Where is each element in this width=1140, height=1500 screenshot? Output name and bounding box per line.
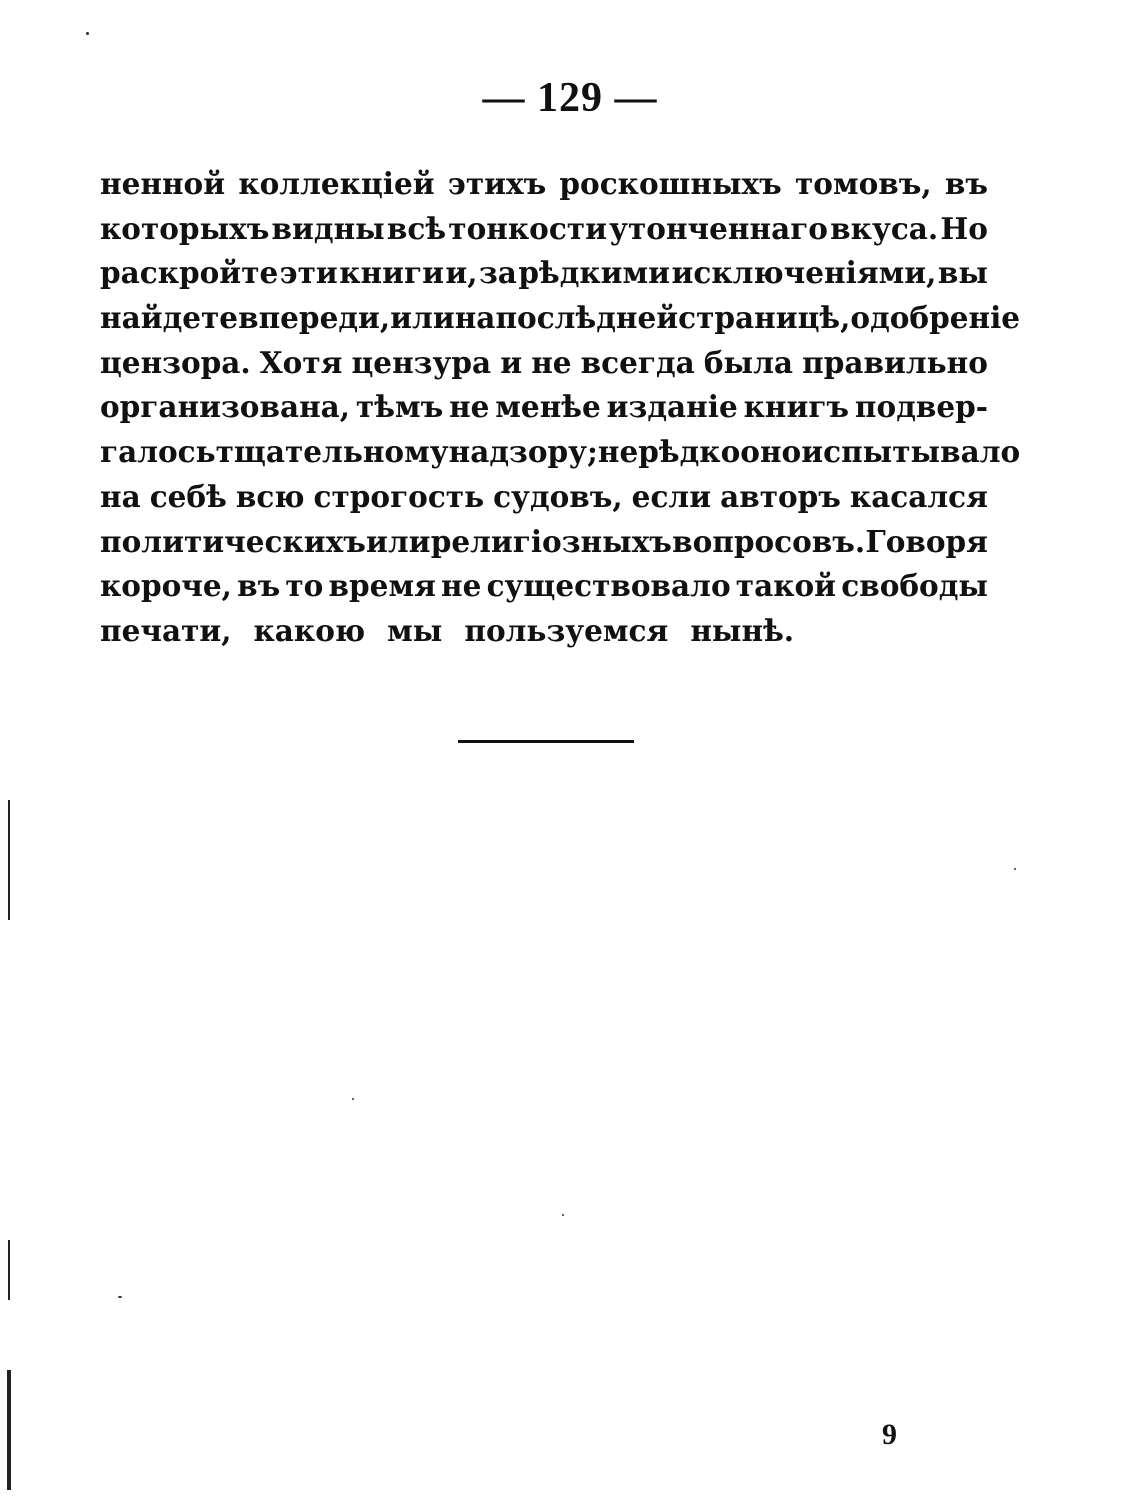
page-number: — 129 — [482, 75, 658, 121]
word: галось [100, 434, 216, 470]
word: короче, [100, 568, 232, 604]
word: была [703, 344, 794, 380]
word: вы [937, 255, 988, 291]
word: такой [735, 568, 837, 604]
text-line [100, 564, 988, 609]
word: мы [387, 612, 443, 648]
word: пользуемся [464, 612, 669, 648]
word: всю [235, 478, 305, 514]
word: то [285, 568, 324, 604]
text-line [100, 251, 988, 296]
scan-edge-artifact [7, 1370, 11, 1490]
word: за [478, 255, 517, 291]
word: рѣдкими [518, 255, 671, 291]
word: организована, [100, 389, 351, 425]
word: правильно [802, 344, 988, 380]
word: тщательному [215, 434, 449, 470]
scan-edge-artifact [8, 1240, 10, 1300]
scan-speck [562, 1214, 564, 1216]
word: менѣе [495, 389, 601, 425]
word: или [365, 523, 431, 559]
word: политическихъ [100, 523, 366, 559]
word: утонченнаго [609, 210, 828, 246]
word: въ [237, 568, 281, 604]
word: тонкости [448, 210, 607, 246]
printer-signature-mark: 9 [882, 1418, 897, 1451]
word: въ [944, 166, 988, 201]
scan-edge-artifact [8, 800, 10, 920]
word: не [441, 568, 482, 604]
word: время [328, 568, 436, 604]
word: всегда [580, 344, 695, 380]
scan-speck [352, 1098, 354, 1100]
word: эти [279, 255, 338, 291]
text-line [100, 430, 1021, 475]
word: на [454, 300, 496, 336]
text-line [100, 609, 988, 654]
scan-speck [86, 32, 89, 35]
word: одобреніе [850, 300, 1021, 336]
text-line [100, 341, 988, 386]
word: или [390, 300, 455, 336]
word: послѣдней [495, 300, 679, 336]
word: Но [940, 210, 988, 246]
word: роскошныхъ [559, 166, 782, 201]
word: подвер- [854, 389, 988, 425]
word: томовъ, [794, 166, 932, 201]
word: изданіе [606, 389, 738, 425]
word: цензура [351, 344, 492, 380]
word: религіозныхъ [430, 523, 672, 559]
word: не [531, 344, 572, 380]
word: Хотя [259, 344, 343, 380]
word: печати, [100, 612, 232, 648]
word: на [100, 478, 141, 514]
text-line [100, 520, 988, 565]
word: надзору; [448, 434, 598, 470]
word: нынѣ. [690, 612, 795, 648]
word: авторъ [720, 478, 841, 514]
word: Говоря [865, 523, 988, 559]
word: всѣ [386, 210, 447, 246]
word: вопросовъ. [672, 523, 866, 559]
text-line [100, 475, 988, 520]
word: и, [445, 255, 478, 291]
word: которыхъ [100, 210, 270, 246]
word: если [631, 478, 712, 514]
word: не [449, 389, 490, 425]
body-paragraph [100, 162, 1021, 654]
word: свободы [841, 568, 988, 604]
word: раскройте [100, 255, 279, 291]
word: какою [253, 612, 366, 648]
word: касался [849, 478, 988, 514]
word: страницѣ, [678, 300, 851, 336]
word: видны [271, 210, 385, 246]
word: исключеніями, [671, 255, 937, 291]
text-line [100, 385, 988, 430]
word: и [500, 344, 523, 380]
word: существовало [486, 568, 731, 604]
word: судовъ, [493, 478, 623, 514]
scan-speck [118, 1296, 122, 1298]
text-line [100, 207, 988, 252]
word: испытывало [801, 434, 1021, 470]
text-line [100, 162, 988, 207]
word: впереди, [238, 300, 391, 336]
word: книги [339, 255, 444, 291]
scan-speck [1014, 868, 1016, 870]
word: найдете [100, 300, 239, 336]
text-line [100, 296, 1021, 341]
word: тѣмъ [355, 389, 444, 425]
word: книгъ [743, 389, 850, 425]
word: нерѣдко [597, 434, 741, 470]
section-divider [458, 740, 634, 743]
word: коллекціей [238, 166, 435, 201]
word: оно [740, 434, 802, 470]
word: себѣ [149, 478, 227, 514]
word: ненной [100, 166, 226, 201]
word: строгость [313, 478, 485, 514]
word: вкуса. [830, 210, 939, 246]
word: цензора. [100, 344, 251, 380]
word: этихъ [447, 166, 547, 201]
